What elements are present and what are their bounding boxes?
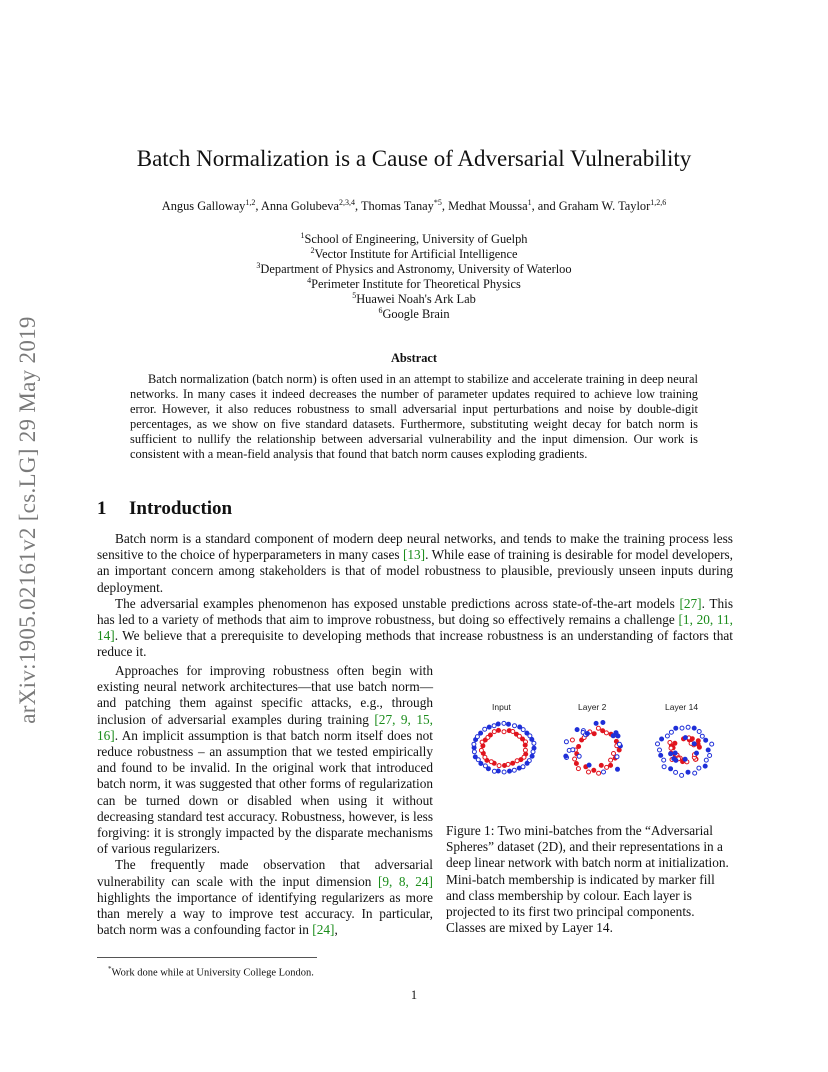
scatter-point [502, 721, 506, 725]
scatter-point [700, 734, 704, 738]
panel-title-layer-14: Layer 14 [665, 702, 699, 712]
scatter-point [472, 742, 476, 746]
scatter-point [673, 751, 677, 755]
scatter-point [674, 770, 678, 774]
scatter-point [512, 768, 516, 772]
scatter-point [673, 741, 677, 745]
scatter-point [513, 724, 517, 728]
scatter-point [573, 757, 577, 761]
scatter-point [704, 738, 708, 742]
scatter-point [502, 770, 506, 774]
scatter-point [575, 728, 579, 732]
scatter-point [492, 769, 496, 773]
scatter-point [614, 731, 618, 735]
scatter-point [570, 738, 574, 742]
citation-link[interactable]: [27, 9, 15, 16] [97, 711, 433, 743]
scatter-point [502, 730, 506, 734]
scatter-point [674, 758, 678, 762]
scatter-point [669, 752, 673, 756]
scatter-point [686, 725, 690, 729]
scatter-point [617, 742, 621, 746]
scatter-point [492, 730, 496, 734]
panel-title-layer-2: Layer 2 [578, 702, 607, 712]
scatter-point [503, 764, 507, 768]
scatter-point [609, 758, 613, 762]
scatter-point [517, 766, 521, 770]
scatter-point [693, 771, 697, 775]
scatter-point [587, 770, 591, 774]
affiliation: $^2$Vector Institute for Artificial Intelligence [310, 246, 518, 262]
scatter-point [605, 765, 609, 769]
scatter-point [489, 760, 493, 764]
scatter-point [683, 736, 687, 740]
affiliation: $^1$School of Engineering, University of Guelph [300, 231, 528, 247]
scatter-point [680, 773, 684, 777]
scatter-point [479, 748, 483, 752]
scatter-point [564, 754, 568, 758]
scatter-point [564, 740, 568, 744]
scatter-point [602, 770, 606, 774]
scatter-point [597, 771, 601, 775]
figure-caption: Figure 1: Two mini-batches from the “Adversarial Spheres” dataset (2D), and their representations in a deep linear network with batch norm at initialization. Mini-batch membership is indicated by marker fill and class membership by colour. Each layer is projected to its first two principal components. Classes are mixed by Layer 14. [446, 823, 729, 936]
scatter-point [697, 766, 701, 770]
scatter-point [662, 758, 666, 762]
affiliation: $^5$Huawei Noah's Ark Lab [352, 291, 476, 307]
scatter-point [507, 722, 511, 726]
arxiv-identifier: arXiv:1905.02161v2 [cs.LG] 29 May 2019 [15, 316, 40, 724]
scatter-point [576, 767, 580, 771]
scatter-point [669, 746, 673, 750]
scatter-point [669, 767, 673, 771]
scatter-point [577, 754, 581, 758]
scatter-point [686, 770, 690, 774]
scatter-plots [446, 700, 736, 790]
scatter-point [472, 750, 476, 754]
scatter-point [571, 748, 575, 752]
scatter-point [511, 761, 515, 765]
scatter-point [616, 767, 620, 771]
scatter-point [674, 726, 678, 730]
citation-link[interactable]: [13] [402, 547, 426, 563]
scatter-point [532, 741, 536, 745]
scatter-point [530, 754, 534, 758]
scatter-point [531, 750, 535, 754]
page-number: 1 [410, 988, 418, 1002]
scatter-point [710, 742, 714, 746]
scatter-point [574, 762, 578, 766]
scatter-point [488, 733, 492, 737]
scatter-point [487, 725, 491, 729]
paper-title: Batch Normalization is a Cause of Adversarial Vulnerability [136, 146, 692, 171]
scatter-point [669, 730, 673, 734]
scatter-point [577, 745, 581, 749]
scatter-point [525, 761, 529, 765]
scatter-point [599, 763, 603, 767]
scatter-point [523, 748, 527, 752]
scatter-point [690, 737, 694, 741]
author: Graham W. Taylor [558, 199, 651, 214]
scatter-point [692, 726, 696, 730]
citation-link[interactable]: [1, 20, 11, 14] [97, 612, 733, 644]
citation-link[interactable]: [27] [679, 595, 702, 611]
scatter-point [475, 735, 479, 739]
scatter-point [706, 748, 710, 752]
panel-title-input: Input [492, 702, 511, 712]
scatter-point [656, 742, 660, 746]
scatter-point [596, 726, 600, 730]
scatter-point [704, 758, 708, 762]
scatter-point [617, 748, 621, 752]
scatter-point [601, 721, 605, 725]
author: Thomas Tanay [360, 199, 434, 214]
scatter-point [483, 727, 487, 731]
scatter-point [496, 722, 500, 726]
scatter-point [592, 732, 596, 736]
scatter-point [523, 743, 527, 747]
scatter-point [521, 728, 525, 732]
scatter-point [592, 768, 596, 772]
scatter-point [496, 769, 500, 773]
author: Anna Golubeva [260, 199, 339, 214]
abstract-text: Batch normalization (batch norm) is often used in an attempt to stabilize and accelerate training in deep neural networks. In many cases it indeed decreases the number of parameter updates required to achieve low training error. However, it also reduces robustness to small adversarial input perturbations and noise by double-digit percentages, as we show on five standard datasets. Furthermore, substituting weight decay for batch norm is sufficient to nullify the relationship between adversarial vulnerability and the input dimension. Our work is consistent with a mean-field analysis that found that batch norm causes exploding gradients. [130, 372, 698, 462]
scatter-point [659, 753, 663, 757]
affiliation: $^6$Google Brain [378, 306, 450, 322]
scatter-point [708, 754, 712, 758]
scatter-point [594, 721, 598, 725]
scatter-point [473, 755, 477, 759]
scatter-point [604, 731, 608, 735]
affiliation: $^3$Department of Physics and Astronomy, University of Waterloo [256, 261, 572, 277]
scatter-point [683, 757, 687, 761]
scatter-point [612, 752, 616, 756]
scatter-point [601, 729, 605, 733]
scatter-point [609, 763, 613, 767]
abstract-heading: Abstract [390, 351, 438, 365]
author-list: Angus Galloway$^{1,2}$, Anna Golubeva$^{2,3,4}$, Thomas Tanay$^{*5}$, Medhat Moussa$^1$, and Graham W. Taylor$^{1,2,6}$ [161, 198, 667, 214]
scatter-point [515, 759, 519, 763]
scatter-point [483, 755, 487, 759]
footnote: *Work done while at University College London. [108, 965, 314, 979]
section-heading: 1 Introduction [97, 498, 233, 519]
scatter-point [697, 745, 701, 749]
scatter-point [587, 763, 591, 767]
scatter-point [662, 765, 666, 769]
scatter-point [483, 764, 487, 768]
author: Angus Galloway [161, 199, 246, 214]
scatter-point [479, 731, 483, 735]
scatter-point [697, 730, 701, 734]
scatter-point [508, 769, 512, 773]
scatter-point [658, 748, 662, 752]
citation-link[interactable]: [24] [312, 922, 335, 938]
author: Medhat Moussa [448, 199, 528, 214]
citation-link[interactable]: [9, 8, 24] [377, 873, 433, 889]
figure-1 [446, 700, 736, 790]
affiliation: $^4$Perimeter Institute for Theoretical Physics [307, 276, 521, 292]
scatter-point [692, 742, 696, 746]
scatter-point [511, 730, 515, 734]
intro-paragraph-1: Batch norm is a standard component of modern deep neural networks, and tends to make the training process less sensitive to the choice of hyperparameters in many cases [13]. While ease of training is desirable for model developers, an important concern among stakeholders is that of model robustness to plausible, previously unseen inputs during deployment. The adversarial examples phenomenon has exposed unstable predictions across state-of-the-art models [27]. This has led to a variety of methods that aim to improve robustness, but doing so effectively remains a challenge [1, 20, 11, 14]. We believe that a prerequisite to developing methods that increase robustness is an understanding of factors that reduce it. [97, 531, 734, 660]
scatter-point [695, 751, 699, 755]
footnote-rule [97, 957, 317, 958]
scatter-point [497, 728, 501, 732]
scatter-point [497, 764, 501, 768]
scatter-point [492, 724, 496, 728]
scatter-point [479, 762, 483, 766]
scatter-point [680, 726, 684, 730]
scatter-point [585, 732, 589, 736]
scatter-point [665, 734, 669, 738]
scatter-point [530, 737, 534, 741]
scatter-point [615, 755, 619, 759]
scatter-point [703, 764, 707, 768]
scatter-point [660, 737, 664, 741]
intro-left-column: Approaches for improving robustness often begin with existing neural network architectures—that use batch norm—and patching them against specific attacks, e.g., through inclusion of adversarial examples during training [27, 9, 15, 16]. An implicit assumption is that batch norm itself does not reduce robustness – an assumption that we tested empirically and found to be invalid. In the original work that introduced batch norm, it was suggested that other forms of regularization can be turned down or disabled when using it without decreasing standard test accuracy. Robustness, however, is less forgiving: it is strongly impacted by the disparate mechanisms of various regularizers. The frequently made observation that adversarial vulnerability can scale with the input dimension [9, 8, 24] highlights the importance of identifying regularizers as more than merely a way to improve test accuracy. In particular, batch norm was a confounding factor in [24], [97, 663, 433, 938]
